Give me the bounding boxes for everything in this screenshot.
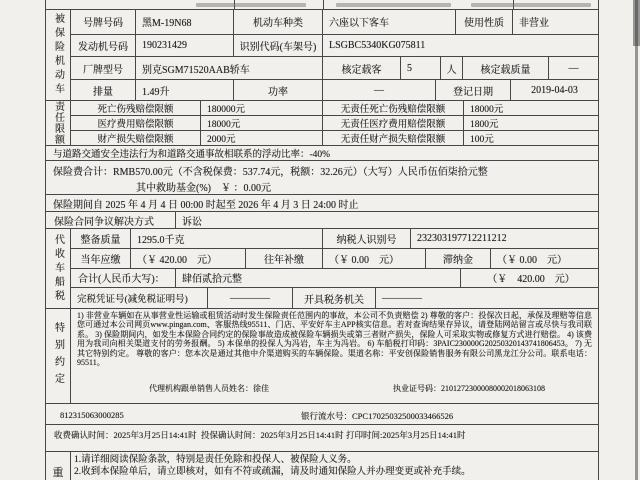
table-row	[71, 269, 598, 289]
death-limit-value: 180000元	[201, 101, 323, 115]
table-row	[71, 10, 598, 35]
nofault-property-limit-value: 100元	[470, 135, 494, 145]
taxpayer-id-label: 纳税人识别号	[323, 229, 411, 248]
rescue-fund-line: 其中救助基金(%) ￥ ：0.00元	[136, 183, 271, 194]
medical-limit-label: 医疗费用赔偿限额	[71, 116, 201, 130]
plate-label: 号牌号码	[71, 10, 136, 34]
displacement-value: 1.49升	[136, 80, 234, 100]
vin-value: LSGBC5340KG075811	[329, 40, 426, 52]
liability-rows	[71, 101, 598, 145]
nofault-property-limit-label: 无责任财产损失赔偿限额	[323, 131, 464, 145]
engine-no-value: 190231429	[136, 35, 234, 57]
floating-rate-row: 与道路交通安全违法行为和道路交通事故相联系的浮动比率：-40%	[46, 146, 598, 161]
serial-bank-row	[46, 404, 598, 425]
agent-license-line: 执业证号码：21012723000080002018063108	[393, 384, 545, 393]
prior-due-label: 往年补缴	[246, 249, 323, 268]
clipped-top-row	[46, 0, 598, 10]
taxpayer-id-value: 232303197712211212	[417, 232, 507, 244]
power-label: 功率	[234, 80, 323, 100]
fee-confirm-time: 收费确认时间：2025年3月25日14:41时	[54, 430, 197, 440]
notice-line-2: 2.收到本保险单后，请立即核对，如有不符或疏漏，请及时通知保险人并办理变更或补充手续。	[74, 466, 471, 477]
seat-unit: 人	[441, 57, 463, 79]
vin-label: 识别代码(车架号)	[234, 35, 323, 57]
vessel-tax-rows	[71, 229, 598, 308]
timestamps-row	[46, 425, 598, 452]
table-row	[71, 249, 598, 269]
special-agreement-content	[71, 309, 598, 403]
tax-office-value: ————	[382, 292, 422, 304]
important-notice-content	[71, 452, 598, 480]
section-insured-vehicle	[46, 10, 598, 101]
tax-total-label: 合计(人民币大写)：	[71, 269, 176, 288]
section-label-important-notice: 重	[46, 452, 71, 480]
bank-flow-number: 银行流水号：CPC17025032500033466526	[301, 411, 454, 421]
usage-value: 非营业	[519, 18, 549, 30]
nofault-death-limit-value: 18000元	[470, 105, 504, 115]
section-important-notice	[46, 452, 598, 480]
nofault-death-limit-label: 无责任死亡伤残赔偿限额	[323, 101, 464, 115]
clipped-text-remnant	[471, 3, 591, 7]
load-capacity-value: —	[568, 62, 579, 74]
table-row	[71, 229, 598, 249]
table-row	[71, 57, 598, 80]
scan-edge-artifact	[635, 0, 638, 480]
notice-line-1: 1.请详细阅读保险条款，特别是责任免除和投保人、被保险人义务。	[74, 455, 357, 465]
section-liability-limits	[46, 101, 598, 146]
late-fee-value: （￥ 0.00 元）	[497, 254, 567, 266]
table-row	[71, 101, 598, 116]
tax-office-label: 开具税务机关	[293, 288, 376, 308]
policy-serial-number: 812315063000285	[60, 410, 124, 420]
section-label-insured-vehicle: 被保险机动车	[46, 10, 71, 100]
tax-certificate-value: ————	[208, 288, 293, 308]
clipped-border	[323, 0, 324, 9]
apply-confirm-time: 投保确认时间：2025年3月25日14:41时	[201, 430, 344, 440]
brand-model-value: 别克SGM71520AAB轿车	[136, 57, 323, 79]
table-row	[71, 288, 598, 308]
section-label-vessel-tax: 代收车船税	[46, 229, 71, 308]
curb-weight-value: 1295.0千克	[131, 229, 323, 248]
medical-limit-value: 18000元	[201, 116, 323, 130]
premium-total-row	[46, 161, 598, 195]
insured-vehicle-rows	[71, 10, 598, 100]
dispute-resolution-row	[46, 212, 598, 229]
scan-corner-artifact	[633, 0, 640, 46]
clipped-text-remnant	[336, 3, 451, 7]
load-capacity-label: 核定载质量	[463, 57, 549, 79]
power-value: —	[323, 80, 436, 100]
curb-weight-label: 整备质量	[71, 229, 131, 248]
table-row	[71, 35, 598, 58]
table-row	[71, 80, 598, 100]
section-vessel-tax	[46, 229, 598, 309]
usage-label: 使用性质	[456, 10, 513, 34]
tax-total-chinese: 肆佰贰拾元整	[176, 269, 461, 288]
dispute-value: 诉讼	[182, 216, 202, 228]
section-label-liability: 责任限额	[46, 101, 71, 145]
section-label-special-agreement: 特别约定	[46, 309, 71, 403]
table-row	[71, 116, 598, 131]
insurance-period-row: 保险期间自 2025 年 4 月 4 日 00:00 时起至 2026 年 4 月 3 日 24:00 时止	[46, 195, 598, 212]
print-time: 打印时间:2025年3月25日14:41时	[346, 430, 466, 440]
current-due-value: （￥ 420.00 元）	[131, 249, 246, 268]
nofault-medical-limit-label: 无责任医疗费用赔偿限额	[323, 116, 464, 130]
tax-total-amount: （￥ 420.00 元）	[487, 274, 575, 286]
brand-model-label: 厂牌型号	[71, 57, 136, 79]
displacement-label: 排量	[71, 80, 136, 100]
engine-no-label: 发动机号码	[71, 35, 136, 57]
section-special-agreement	[46, 309, 598, 404]
nofault-medical-limit-value: 1800元	[470, 120, 499, 130]
registration-date-value: 2019-04-03	[531, 84, 578, 96]
clipped-text-remnant	[196, 3, 306, 7]
policy-table	[45, 0, 599, 480]
property-limit-value: 2000元	[201, 131, 323, 145]
vehicle-type-label: 机动车种类	[234, 10, 323, 34]
seat-capacity-value: 5	[401, 57, 441, 79]
table-row	[71, 131, 598, 145]
current-due-label: 当年应缴	[71, 249, 131, 268]
prior-due-value: （￥ 0.00 元）	[323, 249, 426, 268]
late-fee-label: 滞纳金	[426, 249, 491, 268]
seat-capacity-label: 核定载客	[323, 57, 401, 79]
registration-date-label: 登记日期	[436, 80, 511, 100]
agent-name-line: 代理机构跟单销售人员姓名：徐佳	[149, 384, 269, 393]
plate-value: 黑M-19N68	[136, 10, 234, 34]
premium-total-line: 保险费合计：RMB570.00元（不含税保费：537.74元，税额：32.26元）（大写）人民币伍佰柒拾元整	[53, 167, 488, 178]
vehicle-type-value: 六座以下客车	[323, 10, 456, 34]
dispute-label: 保险合同争议解决方式	[46, 212, 176, 228]
special-agreement-text: 1) 非营业车辆如在从事营业性运输或租赁活动时发生保险责任范围内的事故，本公司不负责赔偿 2) 尊敬的客户：投保次日起，承保及理赔等信息您可通过本公司网页www.pingan.com、客服热线95511、门店、平安好车主APP核实信息。若对查询结果存异议，请登陆网站留言或尽快与我司联系。 3) 保险期间内，如发生本保险合同约定的保险事故造成被保险车辆损失或第三者财产损失，保险人可采取实物或修复方式进行赔偿。 4) 该费用为我司向相关渠道支付的劳务报酬。 5) 本保单的投保人为冯岩，车主为冯岩。 6) 车船税打印码：3PAIC230000G20250320143741806453。 7) 无其它特别约定。 尊敬的客户：您本次是通过其他中介渠道购买的车辆保险。渠道名称：平安创保险销售服务有限公司黑龙江分公司。联系电话：95511。	[77, 311, 592, 368]
tax-certificate-label: 完税凭证号(减免税证明号)	[71, 288, 208, 308]
death-limit-label: 死亡伤残赔偿限额	[71, 101, 201, 115]
property-limit-label: 财产损失赔偿限额	[71, 131, 201, 145]
